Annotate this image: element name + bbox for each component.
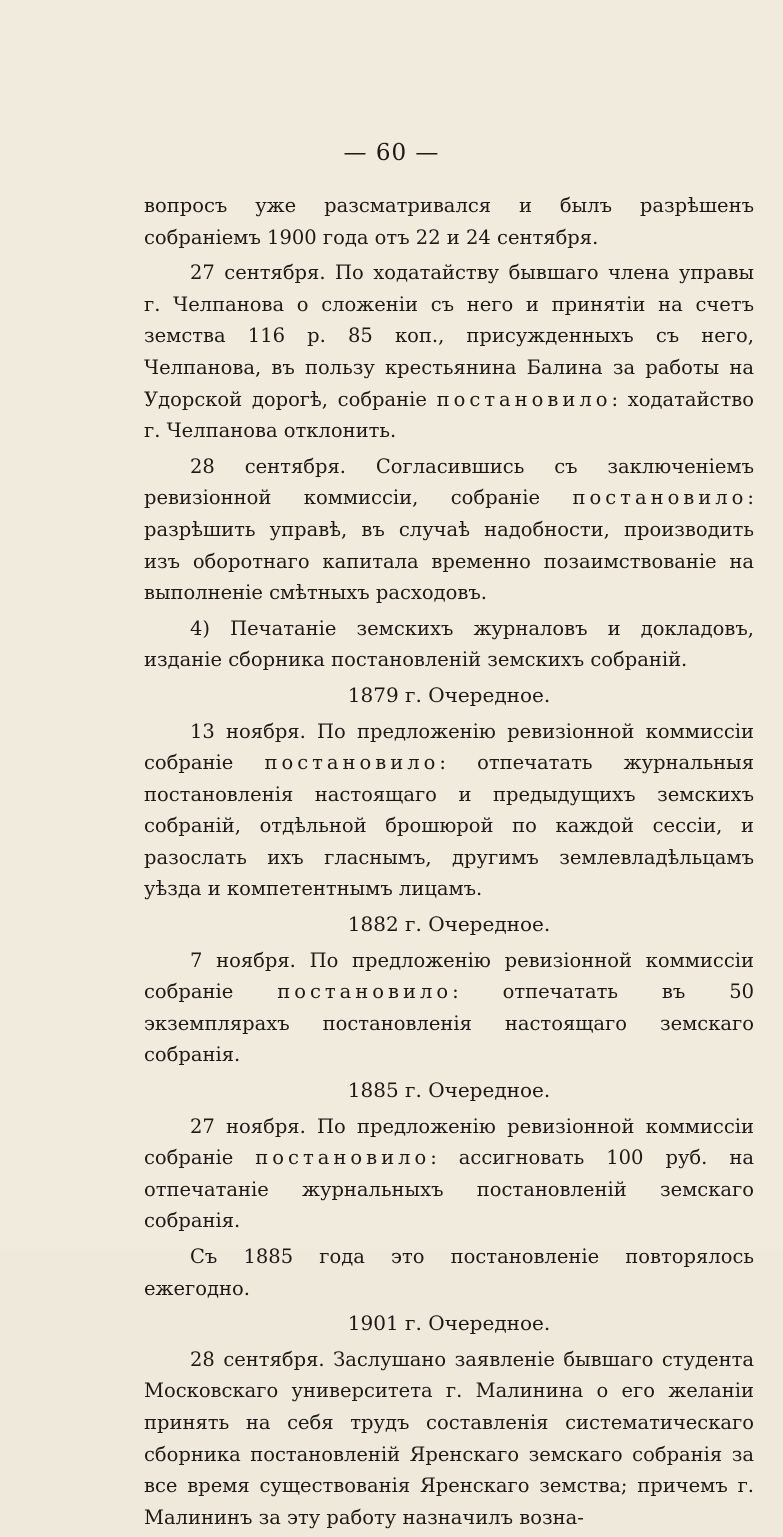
paragraph-nov-7 xyxy=(144,945,754,1071)
paragraph-sept-27 xyxy=(144,257,754,447)
paragraph-text: : отпечатать въ 50 экземплярахъ постановленія настоящаго земскаго собранія. xyxy=(144,980,755,1067)
paragraph-text: 7 ноября. По предложенію ревизіонной коммиссіи собраніе xyxy=(144,948,754,1004)
paragraph-text: 27 сентября. По ходатайству бывшаго члена управы г. Челпанова о сложеніи съ него и принятіи на счетъ земства 116 р. 85 коп., присужденныхъ съ него, Челпанова, въ пользу крестьянина Балина за работы на Удорской дорогѣ, собраніе xyxy=(144,261,754,411)
year-heading-1879: 1879 г. Очередное. xyxy=(347,682,551,707)
paragraph-annual-note: Съ 1885 года это постановленіе повторялось ежегодно. xyxy=(144,1245,754,1300)
paragraph-text: 13 ноября. По предложенію ревизіонной коммиссіи собраніе xyxy=(144,719,754,775)
paragraph-text: : разрѣшить управѣ, въ случаѣ надобности, производить изъ оборотнаго капитала временно позаимствованіе на выполненіе смѣтныхъ расходовъ. xyxy=(144,486,754,605)
paragraph-nov-27 xyxy=(144,1111,754,1237)
year-heading-1885: 1885 г. Очередное. xyxy=(347,1078,551,1103)
paragraph-nov-13 xyxy=(144,716,754,906)
year-heading-1882: 1882 г. Очередное. xyxy=(347,912,551,937)
emphasized-word: постановило xyxy=(436,387,612,411)
emphasized-word: постановило xyxy=(255,1146,431,1170)
paragraph-text: : отпечатать журнальныя постановленія настоящаго и предыдущихъ земскихъ собраній, отдѣльной брошюрой по каждой сессіи, и разослать ихъ гласнымъ, другимъ землевладѣльцамъ уѣзда и компетентнымъ лицамъ. xyxy=(144,751,754,901)
emphasized-word: постановило xyxy=(277,980,453,1004)
document-body xyxy=(144,190,754,1537)
page-number: — 60 — xyxy=(343,140,440,166)
section-title-printing: 4) Печатаніе земскихъ журналовъ и докладовъ, изданіе сборника постановленій земскихъ собраній. xyxy=(144,616,754,672)
paragraph-continuation: вопросъ уже разсматривался и былъ разрѣшенъ собраніемъ 1900 года отъ 22 и 24 сентября. xyxy=(144,194,754,249)
paragraph-text: 28 сентября. Согласившись съ заключеніемъ ревизіонной коммиссіи, собраніе xyxy=(144,454,754,510)
paragraph-sept-28 xyxy=(144,451,754,609)
paragraph-text: 27 ноября. По предложенію ревизіонной коммиссіи собраніе xyxy=(144,1114,754,1170)
paragraph-sept-28-1901: 28 сентября. Заслушано заявленіе бывшаго студента Московскаго университета г. Малинина о его желаніи принять на себя трудъ составленія систематическаго сборника постановленій Яренскаго земскаго собранія за все время существованія Яренскаго земства; причемъ г. Малининъ за эту работу назначилъ возна- xyxy=(144,1347,754,1529)
year-heading-1901: 1901 г. Очередное. xyxy=(347,1311,551,1336)
emphasized-word: постановило xyxy=(264,751,440,775)
emphasized-word: постановило xyxy=(572,486,748,510)
paragraph-text: : ассигновать 100 руб. на отпечатаніе журнальныхъ постановленій земскаго собранія. xyxy=(144,1146,754,1233)
paragraph-text: : ходатайство г. Челпанова отклонить. xyxy=(144,387,754,443)
